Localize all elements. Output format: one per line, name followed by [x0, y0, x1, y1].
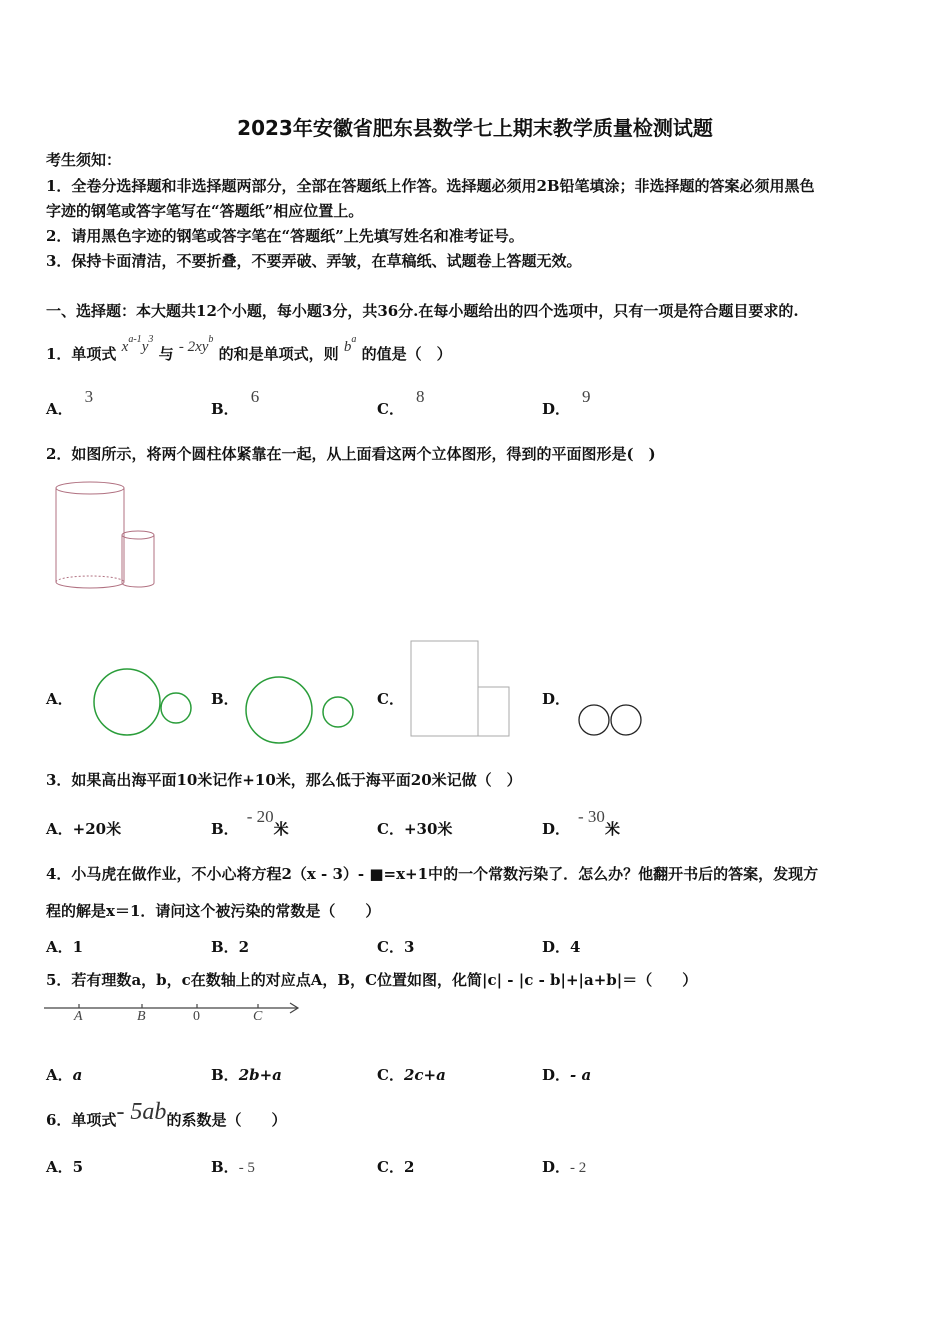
option-b[interactable] [211, 1156, 255, 1177]
option-d[interactable] [542, 1064, 591, 1085]
option-value: - 5 [238, 1160, 255, 1176]
option-value: - 20 [246, 807, 274, 826]
option-value: - a [570, 1066, 592, 1084]
option-b[interactable] [211, 1064, 282, 1085]
option-c[interactable] [377, 818, 452, 839]
option-label: C． [377, 400, 404, 418]
math: - 5ab [116, 1099, 167, 1125]
option-value: 6 [250, 387, 260, 406]
q2-option-c[interactable]: C． [377, 690, 404, 708]
option-c[interactable] [377, 1064, 446, 1085]
notice-item: 2．请用黑色字迹的钢笔或答字笔在“答题纸”上先填写姓名和准考证号。 [46, 227, 524, 245]
option-value: a [72, 1066, 83, 1084]
question-3: 3．如果高出海平面10米记作+10米，那么低于海平面20米记做（ ） [46, 771, 522, 789]
option-label: A． [46, 820, 73, 838]
axis-label-a: A [74, 1009, 83, 1024]
option-d[interactable] [542, 807, 620, 839]
option-value: 5 [72, 1158, 84, 1176]
notice-item: 字迹的钢笔或答字笔写在“答题纸”相应位置上。 [46, 202, 364, 220]
option-c[interactable] [377, 1156, 414, 1177]
option-d-circles [576, 702, 646, 738]
question-5: 5．若有理数a，b，c在数轴上的对应点A，B，C位置如图，化简|c| - |c - b|+|a+b|＝（ ） [46, 971, 698, 989]
q1-text: 的值是（ ） [361, 345, 452, 363]
axis-label-c: C [253, 1009, 263, 1024]
option-b[interactable] [211, 807, 289, 839]
q2-option-a[interactable]: A． [46, 690, 73, 708]
option-value: 3 [84, 387, 94, 406]
option-value: 2 [403, 1158, 415, 1176]
option-label: C． [377, 1158, 404, 1176]
q6-text: 的系数是（ ） [166, 1111, 287, 1129]
page-title: 2023年安徽省肥东县数学七上期末教学质量检测试题 [237, 116, 713, 140]
math: y [141, 339, 149, 355]
notice-item: 3．保持卡面清洁，不要折叠，不要弄破、弄皱，在草稿纸、试题卷上答题无效。 [46, 252, 582, 270]
q6-text: 6．单项式 [46, 1111, 117, 1129]
option-unit: 米 [273, 820, 289, 838]
option-value: 2c+a [403, 1066, 446, 1084]
q1-text: 与 [158, 345, 174, 363]
option-label: B． [211, 1066, 239, 1084]
q2-option-d[interactable]: D． [542, 690, 571, 708]
option-b[interactable] [211, 387, 260, 419]
option-label: A． [46, 400, 73, 418]
option-value: - 30 [578, 807, 605, 826]
option-label: D． [542, 820, 571, 838]
option-label: B． [211, 1158, 239, 1176]
axis-label-b: B [137, 1009, 146, 1024]
question-4-line1: 4．小马虎在做作业，不小心将方程2（x - 3）- ■=x+1中的一个常数污染了．怎么办？他翻开书后的答案，发现方 [46, 865, 819, 883]
q1-text: 1．单项式 [46, 345, 117, 363]
option-label: D． [542, 1066, 571, 1084]
option-value: 8 [415, 387, 425, 406]
number-line [44, 1000, 304, 1030]
option-a[interactable] [46, 387, 94, 419]
math: - 2xy [178, 339, 209, 355]
option-label: B． [211, 400, 239, 418]
option-c-rectangles [408, 638, 513, 740]
option-value: +30米 [403, 820, 453, 838]
option-d[interactable] [542, 387, 591, 419]
option-a[interactable]: A．1 [46, 938, 84, 956]
option-c[interactable]: C．3 [377, 938, 415, 956]
option-b[interactable]: B．2 [211, 938, 250, 956]
math: 3 [148, 334, 154, 345]
option-label: D． [542, 400, 571, 418]
q2-option-b[interactable]: B． [211, 690, 239, 708]
option-b-circles [242, 673, 357, 745]
option-label: A． [46, 1066, 73, 1084]
math: x [121, 339, 129, 355]
notice-item: 1．全卷分选择题和非选择题两部分，全部在答题纸上作答。选择题必须用2B铅笔填涂；非选择题的答案必须用黑色 [46, 177, 815, 195]
math: a-1 [128, 334, 142, 345]
cylinders-figure [50, 478, 160, 594]
math: a [351, 334, 357, 345]
option-d[interactable] [542, 1156, 586, 1177]
option-a[interactable] [46, 818, 121, 839]
section-heading: 一、选择题：本大题共12个小题，每小题3分，共36分.在每小题给出的四个选项中，只有一项是符合题目要求的. [46, 302, 799, 320]
question-6 [46, 1099, 287, 1130]
option-a[interactable] [46, 1156, 83, 1177]
option-c[interactable] [377, 387, 425, 419]
question-2: 2．如图所示，将两个圆柱体紧靠在一起，从上面看这两个立体图形，得到的平面图形是( ) [46, 445, 656, 463]
option-value: +20米 [72, 820, 122, 838]
option-unit: 米 [604, 820, 620, 838]
option-a[interactable] [46, 1064, 82, 1085]
axis-label-zero: 0 [193, 1009, 200, 1024]
question-1 [46, 334, 452, 365]
option-d[interactable]: D．4 [542, 938, 581, 956]
option-label: C． [377, 820, 404, 838]
option-label: C． [377, 1066, 404, 1084]
option-value: 9 [582, 387, 591, 406]
math: b [343, 339, 352, 355]
question-4-line2: 程的解是x＝1．请问这个被污染的常数是（ ） [46, 902, 381, 920]
q1-text: 的和是单项式，则 [218, 345, 339, 363]
math: b [208, 334, 214, 345]
option-a-circles [90, 665, 195, 740]
option-label: D． [542, 1158, 571, 1176]
option-label: A． [46, 1158, 73, 1176]
notice-heading: 考生须知： [46, 151, 122, 169]
option-value: 2b+a [238, 1066, 282, 1084]
option-label: B． [211, 820, 239, 838]
option-value: - 2 [570, 1160, 587, 1176]
